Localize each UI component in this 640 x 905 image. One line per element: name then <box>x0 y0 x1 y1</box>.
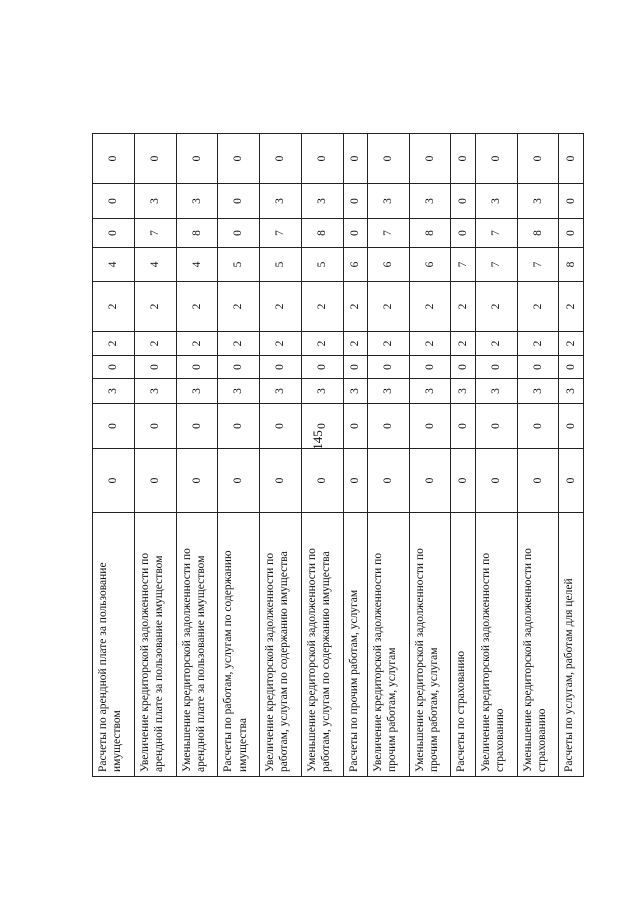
code-cell: 3 <box>343 379 367 404</box>
code-cell: 2 <box>93 282 135 332</box>
code-cell: 0 <box>301 449 343 513</box>
code-cell: 4 <box>176 248 218 282</box>
table-row <box>517 134 559 777</box>
code-cell: 0 <box>218 404 260 449</box>
table-wrapper <box>92 134 584 777</box>
code-cell: 0 <box>93 184 135 219</box>
code-cell: 0 <box>176 134 218 184</box>
code-cell: 0 <box>260 134 302 184</box>
code-cell: 3 <box>93 379 135 404</box>
code-cell: 0 <box>343 184 367 219</box>
table-row <box>134 134 176 777</box>
accounts-table <box>92 133 584 777</box>
code-cell: 3 <box>134 184 176 219</box>
code-cell: 8 <box>517 219 559 248</box>
code-cell: 2 <box>475 282 517 332</box>
code-cell: 3 <box>517 379 559 404</box>
code-cell: 0 <box>517 356 559 379</box>
code-cell: 0 <box>93 134 135 184</box>
table-row <box>451 134 475 777</box>
code-cell: 0 <box>260 449 302 513</box>
code-cell: 0 <box>93 449 135 513</box>
code-cell: 0 <box>367 356 409 379</box>
code-cell: 2 <box>218 282 260 332</box>
code-cell: 0 <box>176 356 218 379</box>
code-cell: 3 <box>517 184 559 219</box>
code-cell: 7 <box>260 219 302 248</box>
code-cell: 0 <box>176 404 218 449</box>
code-cell: 0 <box>93 404 135 449</box>
row-name: Уменьшение кредиторской задолженности по работам, услугам по содержанию имущества <box>301 513 343 777</box>
code-cell: 0 <box>451 184 475 219</box>
code-cell: 3 <box>409 184 451 219</box>
row-name: Увеличение кредиторской задолженности по страхованию <box>475 513 517 777</box>
code-cell: 3 <box>134 379 176 404</box>
code-cell: 2 <box>176 332 218 356</box>
code-cell: 0 <box>260 356 302 379</box>
code-cell: 5 <box>218 248 260 282</box>
code-cell: 0 <box>134 449 176 513</box>
code-cell: 5 <box>260 248 302 282</box>
code-cell: 0 <box>93 356 135 379</box>
code-cell: 2 <box>218 332 260 356</box>
code-cell: 7 <box>134 219 176 248</box>
code-cell: 0 <box>409 356 451 379</box>
code-cell: 0 <box>134 404 176 449</box>
code-cell: 0 <box>301 356 343 379</box>
code-cell: 3 <box>475 184 517 219</box>
code-cell: 0 <box>475 404 517 449</box>
code-cell: 3 <box>367 184 409 219</box>
code-cell: 6 <box>367 248 409 282</box>
code-cell: 3 <box>367 379 409 404</box>
code-cell: 2 <box>301 282 343 332</box>
table-row <box>93 134 135 777</box>
row-name: Увеличение кредиторской задолженности по арендной плате за пользование имуществом <box>134 513 176 777</box>
code-cell: 2 <box>260 332 302 356</box>
code-cell: 0 <box>559 404 584 449</box>
code-cell: 0 <box>517 404 559 449</box>
code-cell: 2 <box>343 282 367 332</box>
row-name: Увеличение кредиторской задолженности по работам, услугам по содержанию имущества <box>260 513 302 777</box>
code-cell: 3 <box>301 184 343 219</box>
code-cell: 0 <box>451 356 475 379</box>
code-cell: 3 <box>451 379 475 404</box>
code-cell: 8 <box>559 248 584 282</box>
code-cell: 0 <box>218 134 260 184</box>
code-cell: 0 <box>559 449 584 513</box>
code-cell: 0 <box>451 449 475 513</box>
code-cell: 7 <box>517 248 559 282</box>
code-cell: 2 <box>367 332 409 356</box>
code-cell: 6 <box>409 248 451 282</box>
table-row <box>475 134 517 777</box>
code-cell: 2 <box>451 332 475 356</box>
code-cell: 0 <box>367 404 409 449</box>
code-cell: 8 <box>409 219 451 248</box>
code-cell: 0 <box>218 184 260 219</box>
code-cell: 0 <box>475 134 517 184</box>
row-name: Расчеты по услугам, работам для целей <box>559 513 584 777</box>
code-cell: 0 <box>517 134 559 184</box>
code-cell: 2 <box>93 332 135 356</box>
table-row <box>559 134 584 777</box>
code-cell: 2 <box>343 332 367 356</box>
table-row <box>343 134 367 777</box>
code-cell: 3 <box>475 379 517 404</box>
code-cell: 2 <box>559 332 584 356</box>
code-cell: 8 <box>301 219 343 248</box>
table-row <box>367 134 409 777</box>
code-cell: 7 <box>367 219 409 248</box>
code-cell: 2 <box>134 282 176 332</box>
code-cell: 3 <box>176 379 218 404</box>
code-cell: 0 <box>343 356 367 379</box>
code-cell: 0 <box>475 356 517 379</box>
row-name: Расчеты по арендной плате за пользование имуществом <box>93 513 135 777</box>
code-cell: 0 <box>451 219 475 248</box>
code-cell: 0 <box>409 404 451 449</box>
code-cell: 4 <box>134 248 176 282</box>
code-cell: 6 <box>343 248 367 282</box>
code-cell: 7 <box>475 248 517 282</box>
table-row <box>260 134 302 777</box>
code-cell: 2 <box>176 282 218 332</box>
row-name: Расчеты по прочим работам, услугам <box>343 513 367 777</box>
code-cell: 2 <box>409 282 451 332</box>
row-name: Увеличение кредиторской задолженности по прочим работам, услугам <box>367 513 409 777</box>
code-cell: 3 <box>409 379 451 404</box>
code-cell: 0 <box>260 404 302 449</box>
code-cell: 0 <box>475 449 517 513</box>
row-name: Уменьшение кредиторской задолженности по прочим работам, услугам <box>409 513 451 777</box>
table-row <box>176 134 218 777</box>
code-cell: 0 <box>367 134 409 184</box>
rotated-table-container <box>92 134 584 777</box>
table-row <box>301 134 343 777</box>
row-name: Расчеты по работам, услугам по содержанию имущества <box>218 513 260 777</box>
code-cell: 3 <box>301 379 343 404</box>
code-cell: 3 <box>559 379 584 404</box>
code-cell: 0 <box>559 219 584 248</box>
code-cell: 2 <box>517 282 559 332</box>
code-cell: 0 <box>343 134 367 184</box>
code-cell: 0 <box>343 219 367 248</box>
code-cell: 0 <box>451 404 475 449</box>
code-cell: 5 <box>301 248 343 282</box>
code-cell: 0 <box>134 356 176 379</box>
code-cell: 0 <box>367 449 409 513</box>
code-cell: 0 <box>301 134 343 184</box>
code-cell: 2 <box>517 332 559 356</box>
row-name: Уменьшение кредиторской задолженности по арендной плате за пользование имуществом <box>176 513 218 777</box>
code-cell: 0 <box>517 449 559 513</box>
code-cell: 4 <box>93 248 135 282</box>
code-cell: 0 <box>559 356 584 379</box>
code-cell: 2 <box>559 282 584 332</box>
code-cell: 3 <box>176 184 218 219</box>
code-cell: 2 <box>475 332 517 356</box>
code-cell: 2 <box>367 282 409 332</box>
row-name: Расчеты по страхованию <box>451 513 475 777</box>
code-cell: 0 <box>559 134 584 184</box>
code-cell: 0 <box>343 404 367 449</box>
page-number: 145 <box>310 430 325 450</box>
code-cell: 0 <box>451 134 475 184</box>
code-cell: 0 <box>409 449 451 513</box>
code-cell: 3 <box>260 184 302 219</box>
code-cell: 3 <box>218 379 260 404</box>
code-cell: 2 <box>409 332 451 356</box>
code-cell: 0 <box>176 449 218 513</box>
code-cell: 0 <box>559 184 584 219</box>
table-row <box>409 134 451 777</box>
table-row <box>218 134 260 777</box>
code-cell: 8 <box>176 219 218 248</box>
code-cell: 0 <box>409 134 451 184</box>
code-cell: 0 <box>343 449 367 513</box>
code-cell: 7 <box>451 248 475 282</box>
code-cell: 2 <box>451 282 475 332</box>
code-cell: 0 <box>301 404 343 449</box>
code-cell: 2 <box>134 332 176 356</box>
code-cell: 3 <box>260 379 302 404</box>
code-cell: 2 <box>301 332 343 356</box>
code-cell: 0 <box>218 449 260 513</box>
code-cell: 0 <box>218 219 260 248</box>
row-name: Уменьшение кредиторской задолженности по страхованию <box>517 513 559 777</box>
code-cell: 0 <box>218 356 260 379</box>
code-cell: 0 <box>134 134 176 184</box>
code-cell: 0 <box>93 219 135 248</box>
code-cell: 2 <box>260 282 302 332</box>
code-cell: 7 <box>475 219 517 248</box>
